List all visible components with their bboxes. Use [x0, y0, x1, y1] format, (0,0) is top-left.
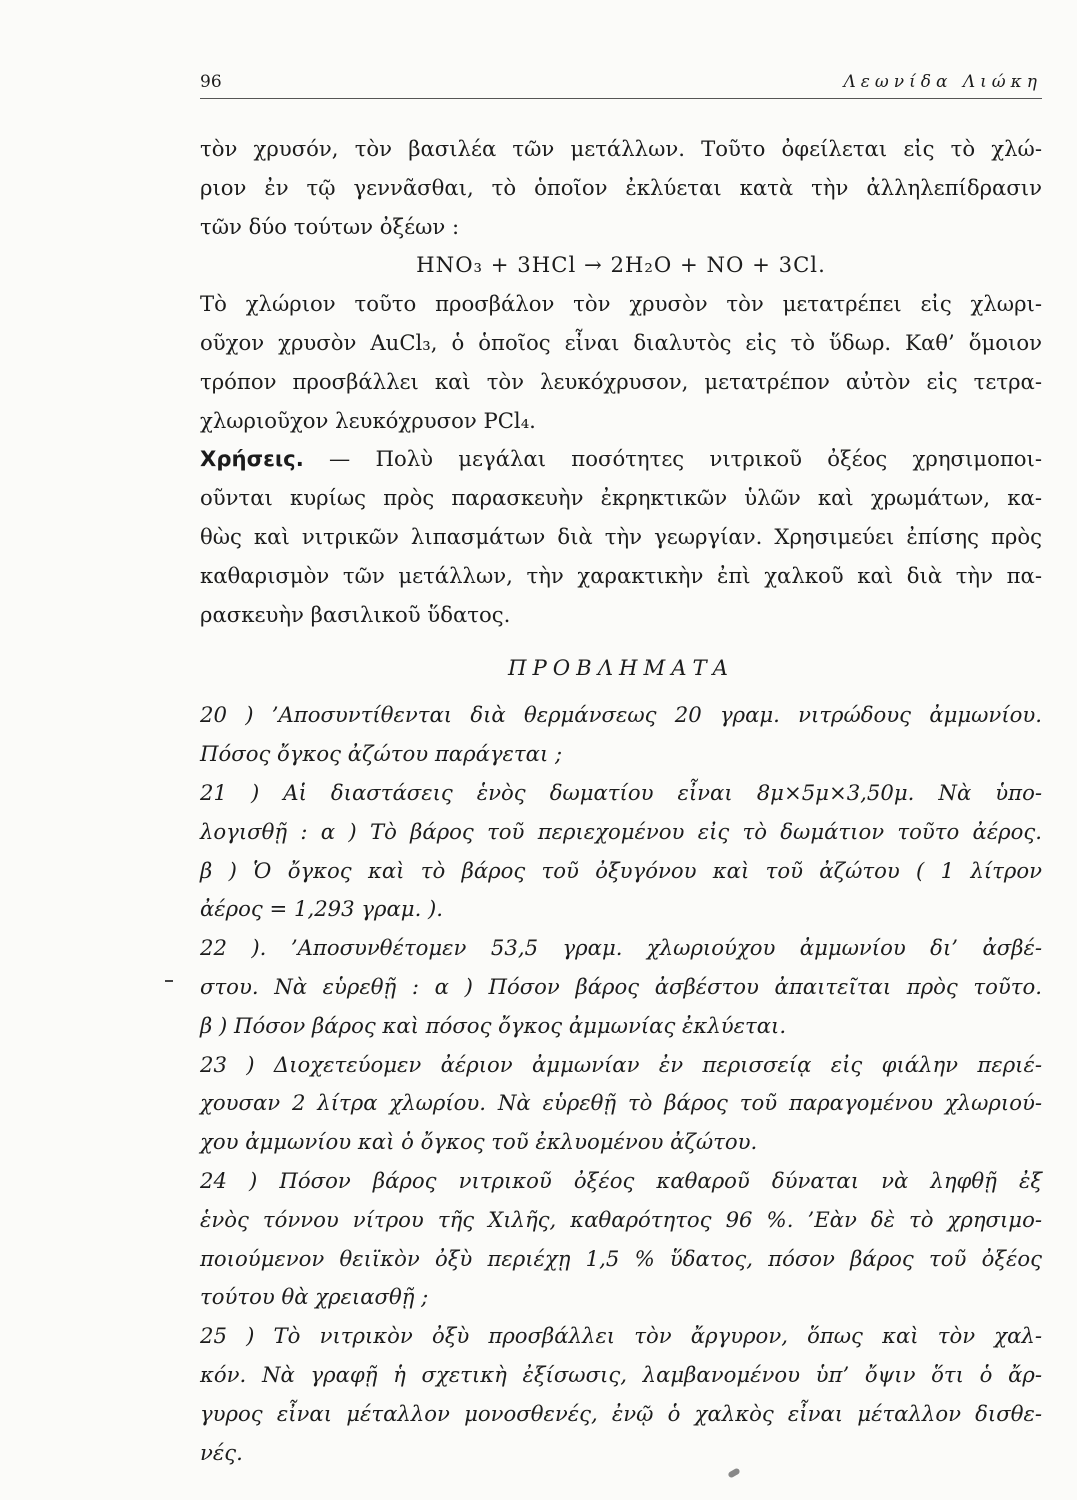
chemical-equation: HNO₃ + 3HCl → 2H₂O + NO + 3Cl. — [416, 252, 826, 278]
running-title-author: Λεωνίδα Λιώκη — [843, 72, 1042, 92]
uses-first-line — [200, 440, 1042, 479]
problem-line: ἑνὸς τόννου νίτρου τῆς Χιλῆς, καθαρότητος 96 %. ’Εὰν δὲ τὸ χρησιμο- — [200, 1206, 1042, 1232]
problem-line: νές. — [200, 1439, 243, 1465]
problem-line: γυρος εἶναι μέταλλον μονοσθενές, ἐνῷ ὁ χαλκὸς εἶναι μέταλλον δισθε- — [200, 1400, 1042, 1426]
problem-line: κόν. Νὰ γραφῇ ἡ σχετικὴ ἐξίσωσις, λαμβανομένου ὑπ’ ὄψιν ὅτι ὁ ἄρ- — [200, 1361, 1042, 1387]
problem-line: 24 ) Πόσον βάρος νιτρικοῦ ὀξέος καθαροῦ δύναται νὰ ληφθῇ ἐξ — [200, 1167, 1042, 1193]
page-number: 96 — [200, 72, 222, 92]
problem-line: ποιούμενον θειϊκὸν ὀξὺ περιέχῃ 1,5 % ὕδατος, πόσον βάρος τοῦ ὀξέος — [200, 1245, 1042, 1271]
problem-line: 23 ) Διοχετεύομεν ἀέριον ἀμμωνίαν ἐν περισσείᾳ εἰς φιάλην περιέ- — [200, 1051, 1042, 1077]
text-line: τρόπον προσβάλλει καὶ τὸν λευκόχρυσον, μετατρέπον αὐτὸν εἰς τετρα- — [200, 368, 1042, 394]
uses-text: — Πολὺ μεγάλαι ποσότητες νιτρικοῦ ὀξέος χρησιμοποι- — [329, 446, 1042, 472]
problem-line: Πόσος ὄγκος ἀζώτου παράγεται ; — [200, 741, 563, 767]
problem-line: 25 ) Τὸ νιτρικὸν ὀξὺ προσβάλλει τὸν ἄργυρον, ὅπως καὶ τὸν χαλ- — [200, 1323, 1042, 1349]
text-line: θὼς καὶ νιτρικῶν λιπασμάτων διὰ τὴν γεωργίαν. Χρησιμεύει ἐπίσης πρὸς — [200, 523, 1042, 549]
problem-line: χου ἀμμωνίου καὶ ὁ ὄγκος τοῦ ἐκλυομένου ἀζώτου. — [200, 1129, 758, 1155]
text-line: τῶν δύο τούτων ὀξέων : — [200, 213, 460, 239]
uses-heading: Χρήσεις. — [200, 446, 304, 472]
problem-line: ἀέρος = 1,293 γραμ. ). — [200, 896, 444, 922]
text-line: τὸν χρυσόν, τὸν βασιλέα τῶν μετάλλων. Τοῦτο ὀφείλεται εἰς τὸ χλώ- — [200, 136, 1042, 161]
text-line: Τὸ χλώριον τοῦτο προσβάλον τὸν χρυσὸν τὸν μετατρέπει εἰς χλωρι- — [200, 291, 1042, 317]
text-line: καθαρισμὸν τῶν μετάλλων, τὴν χαρακτικὴν ἐπὶ χαλκοῦ καὶ διὰ τὴν πα- — [200, 562, 1042, 588]
problem-line: 21 ) Αἱ διαστάσεις ἑνὸς δωματίου εἶναι 8μ×5μ×3,50μ. Νὰ ὑπο- — [200, 779, 1042, 805]
margin-mark — [165, 980, 173, 982]
problem-line: τούτου θὰ χρειασθῇ ; — [200, 1284, 429, 1310]
problem-line: χουσαν 2 λίτρα χλωρίου. Νὰ εὑρεθῇ τὸ βάρος τοῦ παραγομένου χλωριού- — [200, 1090, 1042, 1116]
text-line: χλωριοῦχον λευκόχρυσον PCl₄. — [200, 407, 536, 433]
problem-line: β ) Ὁ ὄγκος καὶ τὸ βάρος τοῦ ὀξυγόνου καὶ τοῦ ἀζώτου ( 1 λίτρον — [200, 857, 1042, 883]
problem-line: β ) Πόσον βάρος καὶ πόσος ὄγκος ἀμμωνίας ἐκλύεται. — [200, 1012, 787, 1038]
problem-line: στου. Νὰ εὑρεθῇ : α ) Πόσον βάρος ἀσβέστου ἀπαιτεῖται πρὸς τοῦτο. — [200, 973, 1042, 999]
text-line: ριον ἐν τῷ γεννᾶσθαι, τὸ ὁποῖον ἐκλύεται κατὰ τὴν ἀλληλεπίδρασιν — [200, 174, 1042, 200]
text-body — [200, 130, 1042, 1472]
problem-line: λογισθῇ : α ) Τὸ βάρος τοῦ περιεχομένου εἰς τὸ δωμάτιον τοῦτο ἀέρος. — [200, 818, 1042, 844]
text-line: οῦνται κυρίως πρὸς παρασκευὴν ἐκρηκτικῶν ὑλῶν καὶ χρωμάτων, κα- — [200, 485, 1042, 511]
text-line: οῦχον χρυσὸν AuCl₃, ὁ ὁποῖος εἶναι διαλυτὸς εἰς τὸ ὕδωρ. Καθ’ ὅμοιον — [200, 329, 1042, 355]
problem-line: 22 ). ’Αποσυνθέτομεν 53,5 γραμ. χλωριούχου ἀμμωνίου δι’ ἀσβέ- — [200, 935, 1042, 961]
text-line: ρασκευὴν βασιλικοῦ ὕδατος. — [200, 601, 511, 627]
problem-line: 20 ) ’Αποσυντίθενται διὰ θερμάνσεως 20 γραμ. νιτρώδους ἀμμωνίου. — [200, 702, 1042, 728]
running-header — [200, 70, 1042, 99]
problems-title: ΠΡΟΒΛΗΜΑΤΑ — [508, 655, 734, 681]
